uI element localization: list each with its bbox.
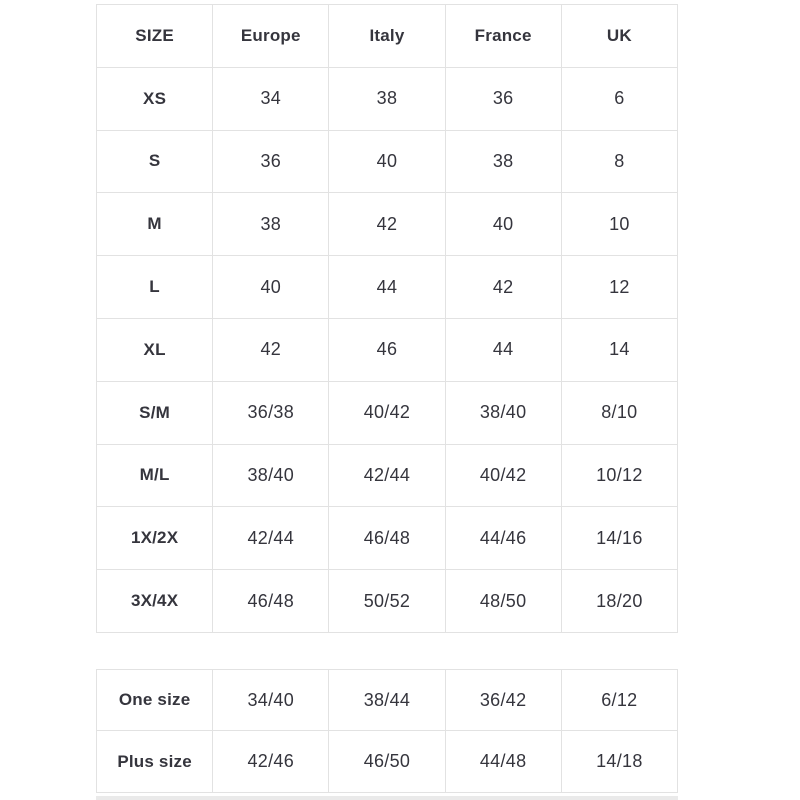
- size-value-cell: 42/44: [329, 444, 445, 507]
- size-label-cell: One size: [97, 669, 213, 731]
- size-value-cell: 44: [445, 318, 561, 381]
- size-value-cell: 18/20: [561, 570, 677, 633]
- size-value-cell: 46/50: [329, 731, 445, 793]
- size-value-cell: 40/42: [445, 444, 561, 507]
- table-row: [97, 570, 678, 633]
- size-label-cell: XL: [97, 318, 213, 381]
- table-row: [97, 318, 678, 381]
- size-value-cell: 14/18: [561, 731, 677, 793]
- size-value-cell: 42: [445, 256, 561, 319]
- size-table-body: [97, 67, 678, 632]
- size-value-cell: 10/12: [561, 444, 677, 507]
- size-value-cell: 46/48: [329, 507, 445, 570]
- size-conversion-table: [96, 4, 678, 633]
- size-value-cell: 34/40: [213, 669, 329, 731]
- size-label-cell: 3X/4X: [97, 570, 213, 633]
- size-value-cell: 46: [329, 318, 445, 381]
- cutoff-next-element-strip: [96, 796, 678, 800]
- size-label-cell: S/M: [97, 381, 213, 444]
- size-value-cell: 12: [561, 256, 677, 319]
- size-value-cell: 42: [213, 318, 329, 381]
- size-label-cell: XS: [97, 67, 213, 130]
- table-row: [97, 67, 678, 130]
- size-chart-container: [96, 4, 678, 793]
- table-header-row: [97, 5, 678, 68]
- column-header-uk: UK: [561, 5, 677, 68]
- size-value-cell: 44/46: [445, 507, 561, 570]
- size-value-cell: 44: [329, 256, 445, 319]
- table-row: [97, 130, 678, 193]
- size-value-cell: 42/46: [213, 731, 329, 793]
- table-row: [97, 381, 678, 444]
- size-value-cell: 38: [445, 130, 561, 193]
- table-row: [97, 193, 678, 256]
- size-value-cell: 38/44: [329, 669, 445, 731]
- size-value-cell: 48/50: [445, 570, 561, 633]
- size-value-cell: 40: [329, 130, 445, 193]
- size-label-cell: Plus size: [97, 731, 213, 793]
- column-header-size: SIZE: [97, 5, 213, 68]
- size-value-cell: 38/40: [213, 444, 329, 507]
- size-value-cell: 40/42: [329, 381, 445, 444]
- table-row: [97, 731, 678, 793]
- size-value-cell: 44/48: [445, 731, 561, 793]
- size-label-cell: L: [97, 256, 213, 319]
- size-value-cell: 36: [213, 130, 329, 193]
- size-value-cell: 40: [213, 256, 329, 319]
- size-value-cell: 6: [561, 67, 677, 130]
- column-header-france: France: [445, 5, 561, 68]
- column-header-europe: Europe: [213, 5, 329, 68]
- table-row: [97, 444, 678, 507]
- size-value-cell: 42: [329, 193, 445, 256]
- special-sizes-body: [97, 669, 678, 792]
- size-label-cell: S: [97, 130, 213, 193]
- size-value-cell: 36/38: [213, 381, 329, 444]
- size-value-cell: 8: [561, 130, 677, 193]
- size-value-cell: 38/40: [445, 381, 561, 444]
- special-sizes-table: [96, 669, 678, 793]
- size-value-cell: 38: [213, 193, 329, 256]
- size-value-cell: 36: [445, 67, 561, 130]
- size-value-cell: 10: [561, 193, 677, 256]
- column-header-italy: Italy: [329, 5, 445, 68]
- size-value-cell: 38: [329, 67, 445, 130]
- size-table-head: [97, 5, 678, 68]
- table-row: [97, 669, 678, 731]
- size-value-cell: 36/42: [445, 669, 561, 731]
- size-value-cell: 14/16: [561, 507, 677, 570]
- size-value-cell: 46/48: [213, 570, 329, 633]
- size-value-cell: 40: [445, 193, 561, 256]
- table-row: [97, 256, 678, 319]
- table-row: [97, 507, 678, 570]
- size-value-cell: 8/10: [561, 381, 677, 444]
- size-value-cell: 42/44: [213, 507, 329, 570]
- size-value-cell: 34: [213, 67, 329, 130]
- size-value-cell: 50/52: [329, 570, 445, 633]
- size-label-cell: M/L: [97, 444, 213, 507]
- size-label-cell: M: [97, 193, 213, 256]
- size-label-cell: 1X/2X: [97, 507, 213, 570]
- size-value-cell: 6/12: [561, 669, 677, 731]
- size-value-cell: 14: [561, 318, 677, 381]
